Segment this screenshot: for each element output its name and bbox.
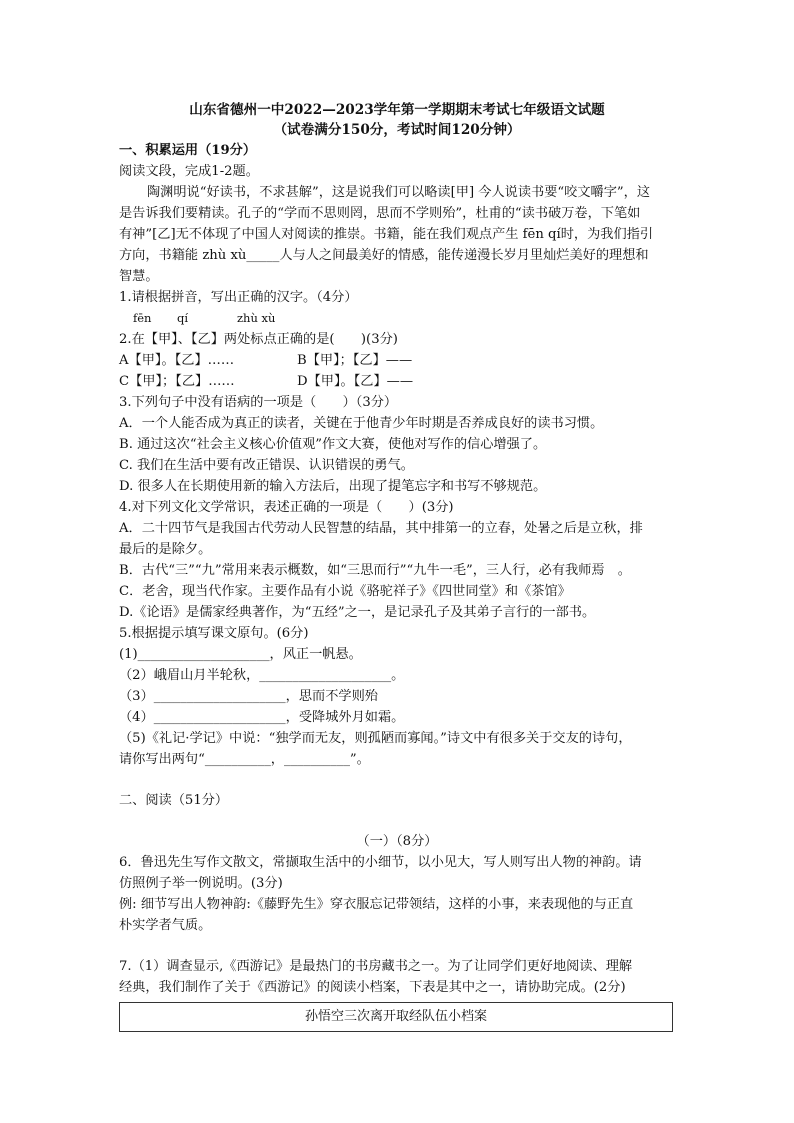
pinyin-row — [119, 308, 675, 329]
table-title-box: 孙悟空三次离开取经队伍小档案 — [119, 1002, 673, 1032]
q6-example: 例: 细节写出人物神韵:《藤野先生》穿衣服忘记带领结，这样的小事，来表现他的与正直 — [119, 897, 634, 912]
passage-line: 是告诉我们要精读。孔子的“学而不思则罔，思而不学则殆”，杜甫的“读书破万卷，下笔如 — [119, 206, 641, 221]
question-3: 3.下列句子中没有语病的一项是（ ）（3分） — [119, 395, 398, 410]
q5-item-3: （3）____________________，思而不学则殆 — [119, 689, 378, 704]
q4-option-a-cont: 最后的是除夕。 — [119, 542, 212, 557]
pinyin-fen: fēn — [133, 311, 152, 325]
q5-item-4: （4）____________________，受降城外月如霜。 — [119, 710, 405, 725]
question-6: 6．鲁迅先生写作文散文，常撷取生活中的小细节，以小见大，写人则写出人物的神韵。请 — [119, 855, 642, 870]
pinyin-zhuxu: zhù xù — [237, 311, 276, 325]
question-5: 5.根据提示填写课文原句。(6分) — [119, 626, 309, 641]
q4-option-d: D.《论语》是儒家经典著作，为“五经”之一，是记录孔子及其弟子言行的一部书。 — [119, 605, 596, 620]
q2-option-d: D【甲】。【乙】—— — [297, 374, 414, 389]
q6-example-cont: 朴实学者气质。 — [119, 918, 212, 933]
q4-option-a: A．二十四节气是我国古代劳动人民智慧的结晶，其中排第一的立春，处暑之后是立秋，排 — [119, 521, 643, 536]
q4-option-b: B．古代“三”“九”常用来表示概数，如“三思而行”“九牛一毛”，三人行，必有我师焉 。 — [119, 563, 631, 578]
q5-item-2: （2）峨眉山月半轮秋，____________________。 — [119, 668, 405, 683]
q2-options-row — [119, 371, 675, 392]
passage-line: 有神”[乙]无不体现了中国人对阅读的推崇。书籍，能在我们观点产生 fēn qí时，为我们指引 — [119, 227, 654, 242]
exam-title: 山东省德州一中2022—2023学年第一学期期末考试七年级语文试题 — [189, 102, 605, 118]
question-6-cont: 仿照例子举一例说明。(3分) — [119, 876, 283, 891]
q2-option-c: C【甲】；【乙】…… — [119, 374, 235, 389]
pinyin-qi: qí — [177, 311, 189, 325]
section1-heading: 一、积累运用（19分） — [119, 143, 257, 158]
q3-option-a: A．一个人能否成为真正的读者，关键在于他青少年时期是否养成良好的读书习惯。 — [119, 416, 604, 431]
section2-heading: 二、阅读（51分） — [119, 793, 229, 808]
question-7-cont: 经典，我们制作了关于《西游记》的阅读小档案，下表是其中之一，请协助完成。(2分) — [119, 980, 626, 995]
q3-option-d: D. 很多人在长期使用新的输入方法后，出现了提笔忘字和书写不够规范。 — [119, 479, 547, 494]
q3-option-b: B. 通过这次“社会主义核心价值观”作文大赛，使他对写作的信心增强了。 — [119, 437, 547, 452]
exam-page — [119, 100, 675, 1032]
passage-line: 智慧。 — [119, 269, 159, 284]
q5-item-5-cont: 请你写出两句“__________，__________”。 — [119, 752, 370, 767]
question-4: 4.对下列文化文学常识，表述正确的一项是（ ）(3分) — [119, 500, 454, 515]
passage — [119, 182, 675, 287]
q4-option-c: C．老舍，现当代作家。主要作品有小说《骆驼祥子》《四世同堂》和《茶馆》 — [119, 584, 571, 599]
q5-item-5: （5)《礼记·学记》中说：“独学而无友，则孤陋而寡闻。”诗文中有很多关于交友的诗句， — [119, 731, 632, 746]
question-2: 2.在【甲】、【乙】两处标点正确的是( )(3分) — [119, 332, 398, 347]
exam-subtitle: （试卷满分150分，考试时间120分钟） — [273, 122, 521, 138]
q2-option-b: B【甲】；【乙】—— — [297, 353, 413, 368]
q2-options-row — [119, 350, 675, 371]
question-1: 1.请根据拼音，写出正确的汉字。（4分） — [119, 290, 358, 305]
reading-instruction: 阅读文段，完成1-2题。 — [119, 164, 259, 179]
q2-option-a: A【甲】。【乙】…… — [119, 353, 235, 368]
part1-heading: （一）（8分） — [356, 834, 438, 849]
passage-line: 方向，书籍能 zhù xù_____人与人之间最美好的情感，能传递漫长岁月里灿烂美好的理想和 — [119, 248, 649, 263]
q3-option-c: C. 我们在生活中要有改正错误、认识错误的勇气。 — [119, 458, 414, 473]
question-7: 7.（1）调查显示,《西游记》是最热门的书房藏书之一。为了让同学们更好地阅读、理解 — [119, 959, 633, 974]
passage-line: 陶渊明说“好读书，不求甚解”，这是说我们可以略读[甲] 今人说读书要“咬文嚼字”，这 — [147, 185, 651, 200]
q5-item-1: (1)____________________，风正一帆悬。 — [119, 647, 362, 662]
